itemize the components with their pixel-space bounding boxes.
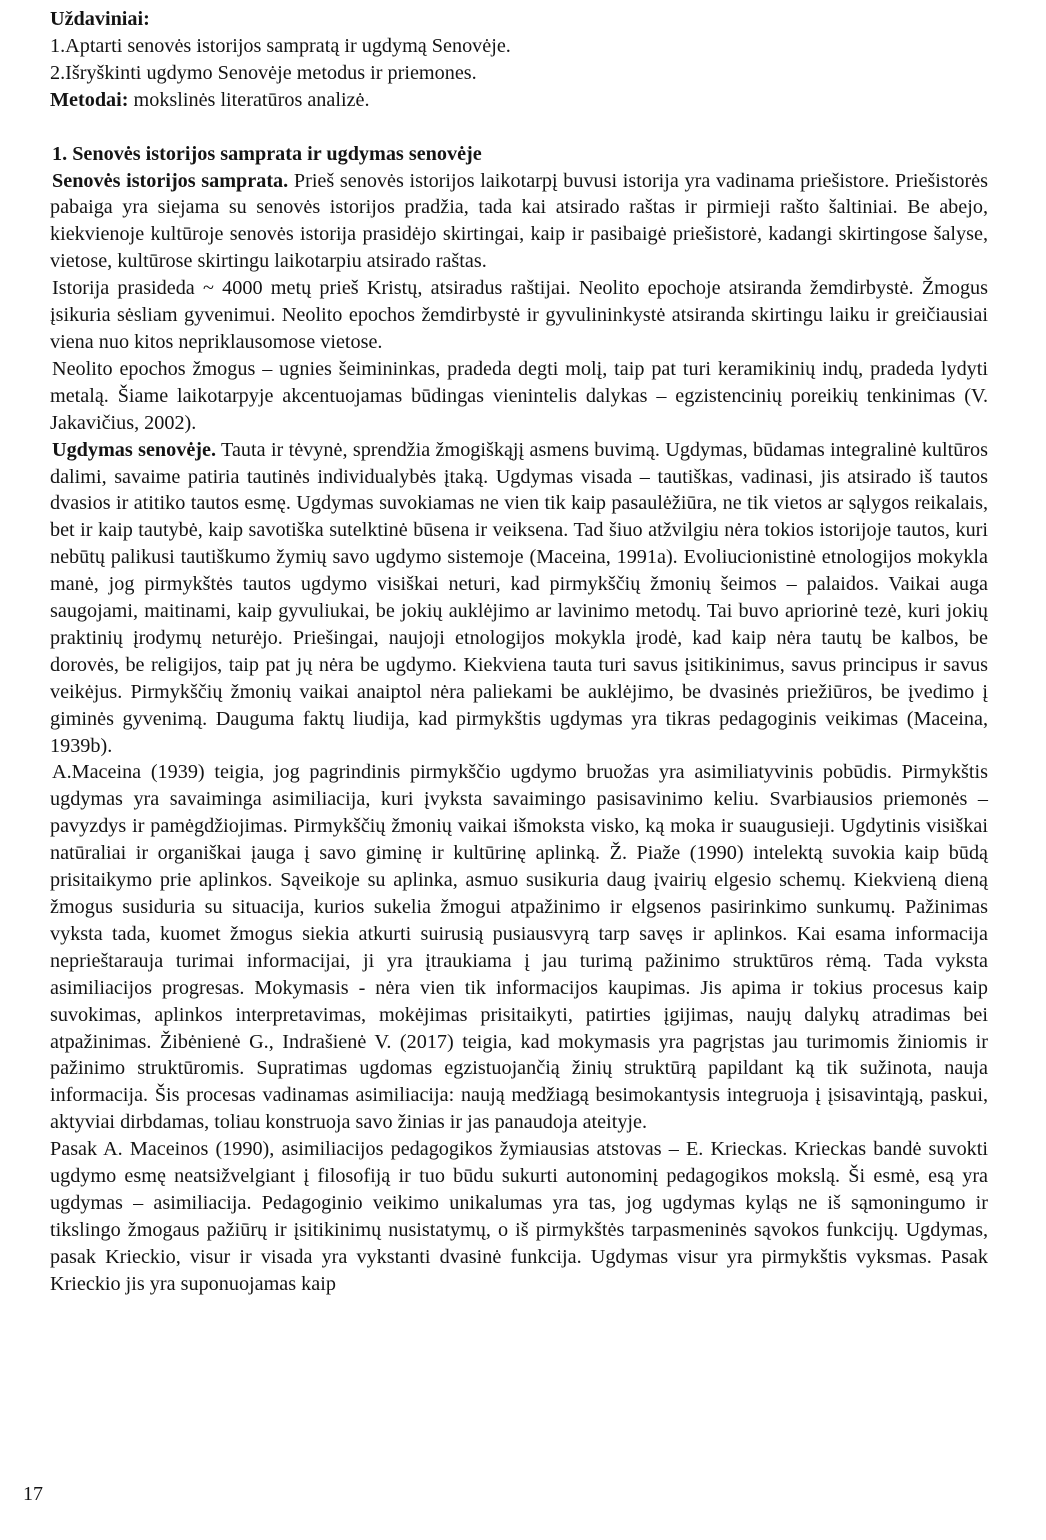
paragraph-1-lead: Senovės istorijos samprata. [52,169,289,192]
methods-label: Metodai: [50,88,129,111]
tasks-heading [50,6,988,33]
task-item-1: 1.Aptarti senovės istorijos sampratą ir ugdymą Senovėje. [50,34,511,57]
section-heading: 1. Senovės istorijos samprata ir ugdymas senovėje [52,142,482,165]
paragraph-2: Istorija prasideda ~ 4000 metų prieš Kristų, atsiradus raštijai. Neolito epochoje atsiranda žemdirbystė. Žmogus įsikuria sėsliam gyvenimui. Neolito epochos žemdirbystė ir gyvulininkystė atsiranda skirtingu laiku ir greičiausiai viena nuo kitos nepriklausomose vietose. [50,277,988,353]
paragraph-4 [50,437,988,760]
methods-line [50,87,988,114]
spacer [50,114,988,141]
paragraph-4-text: Tauta ir tėvynė, sprendžia žmogiškąjį asmens buvimą. Ugdymas, būdamas integralinė kultūros dalimi, savaime patiria tautinės individualybės įtaką. Ugdymas visada – tautiškas, vadinasi, jis atsirado iš tautos dvasios ir atitiko tautos esmę. Ugdymas suvokiamas ne vien tik kaip pasaulėžiūra, ne tik vietos ar sąlygos reikalais, bet ir kaip tautybė, kaip savotiška sutelktinė būsena ir veiksena. Tad šiuo atžvilgiu nėra tokios istorijoje tautos, kuri nebūtų palikusi tautiškumo žymių savo ugdymo sistemoje (Maceina, 1991a). Evoliucionistinė etnologijos mokykla manė, jog pirmykštės tautos ugdymo visiškai neturi, kad pirmykščių žmonių šeimos – palaidos. Vaikai auga saugojami, maitinami, kaip gyvuliukai, be jokių auklėjimo ar lavinimo metodų. Tai buvo apriorinė tezė, kuri jokių praktinių įrodymų neturėjo. Priešingai, naujoji etnologijos mokykla įrodė, kad kaip nėra tautų be kalbos, be dorovės, be religijos, taip pat jų nėra be ugdymo. Kiekviena tauta turi savus įsitikinimus, savus principus ir savus veikėjus. Pirmykščių žmonių vaikai anaiptol nėra paliekami be auklėjimo, be dvasinės priežiūros, be įvedimo į giminės gyvenimą. Dauguma faktų liudija, kad pirmykštis ugdymas yra tikras pedagoginis veikimas (Maceina, 1939b). [50,438,988,757]
methods-text: mokslinės literatūros analizė. [128,88,370,111]
page-number: 17 [23,1483,43,1505]
paragraph-5: A.Maceina (1939) teigia, jog pagrindinis pirmykščio ugdymo bruožas yra asimiliatyvinis pobūdis. Pirmykštis ugdymas yra savaiminga asimiliacija, kuri įvyksta savaimingo pasisavinimo keliu. Svarbiausios priemonės – pavyzdys ir pamėgdžiojimas. Pirmykščių žmonių vaikai išmoksta visko, ką moka ir suaugusieji. Ugdytinis visiškai natūraliai ir organiškai įauga į savo giminę ir kultūrinę aplinką. Ž. Piaže (1990) intelektą suvokia kaip būdą prisitaikymo prie aplinkos. Sąveikoje su aplinka, asmuo susikuria daug įvairių elgesio schemų. Kiekvieną dieną žmogus susiduria su situacija, kurios sukelia žmogui atpažinimo ir elgsenos pasirinkimo sunkumų. Pažinimas vyksta tada, kuomet žmogus siekia atkurti suirusią pusiausvyrą tarp savęs ir aplinkos. Kai esama informacija neprieštarauja turimai informacijai, ji yra įtraukiama į jau turimą pažinimo struktūros rėmą. Tada vyksta asimiliacijos progresas. Mokymasis - nėra vien tik informacijos kaupimas. Jis apima ir tokius procesus kaip suvokimas, aplinkos interpretavimas, mokėjimas prisitaikyti, patirties įgijimas, naujų dalykų atradimas bei atpažinimas. Žibėnienė G., Indrašienė V. (2017) teigia, kad mokymasis yra pagrįstas jau turimomis žiniomis ir pažinimo struktūromis. Supratimas ugdomas egzistuojančią žinių struktūrą papildant ką tik sužinota, nauja informacija. Šis procesas vadinamas asimiliacija: naują medžiagą besimokantysis integruoja į įsisavintąją, paskui, aktyviai dirbdamas, toliau konstruoja savo žinias ir jas panaudoja ateityje. [50,761,988,1134]
tasks-label: Uždaviniai: [50,8,150,30]
paragraph-3: Neolito epochos žmogus – ugnies šeimininkas, pradeda degti molį, taip pat turi keramikinių indų, pradeda lydyti metalą. Šiame laikotarpyje akcentuojamas būdingas vienintelis dalykas – egzistencinių poreikių tenkinimas (V. Jakavičius, 2002). [50,357,988,434]
paragraph-4-lead: Ugdymas senovėje. [52,438,217,461]
paragraph-1-text: Prieš senovės istorijos laikotarpį buvusi istorija yra vadinama priešistore. Priešistorės pabaiga yra siejama su senovės istorijos pradžia, tada kai atsirado raštas ir pirmieji rašto šaltiniai. Be abejo, kiekvienoje kultūroje senovės istorija prasidėjo skirtingai, kaip ir pasibaigė priešistorė, kadangi skirtingose šalyse, vietose, kultūrose skirtingu laikotarpiu atsirado raštas. [50,169,988,273]
paragraph-1 [50,168,988,276]
document-page [50,6,988,1298]
paragraph-6: Pasak A. Maceinos (1990), asimiliacijos pedagogikos žymiausias atstovas – E. Krieckas. Krieckas bandė suvokti ugdymo esmę neatsižvelgiant į filosofiją ir tuo būdu sukurti autonominį pedagogikos mokslą. Ši esmė, esą yra ugdymas – asimiliacija. Pedagoginio veikimo unikalumas yra tas, jog ugdymas kyląs ne iš sąmoningumo ir tikslingo žmogaus pažiūrų ir įsitikinimų nusistatymų, o iš pirmykštės tarpasmeninės sąvokos funkcijų. Ugdymas, pasak Krieckio, visur ir visada yra vykstanti dvasinė funkcija. Ugdymas visur yra pirmykštis vyksmas. Pasak Krieckio jis yra suponuojamas kaip [50,1138,988,1295]
task-item-2: 2.Išryškinti ugdymo Senovėje metodus ir priemones. [50,61,477,84]
